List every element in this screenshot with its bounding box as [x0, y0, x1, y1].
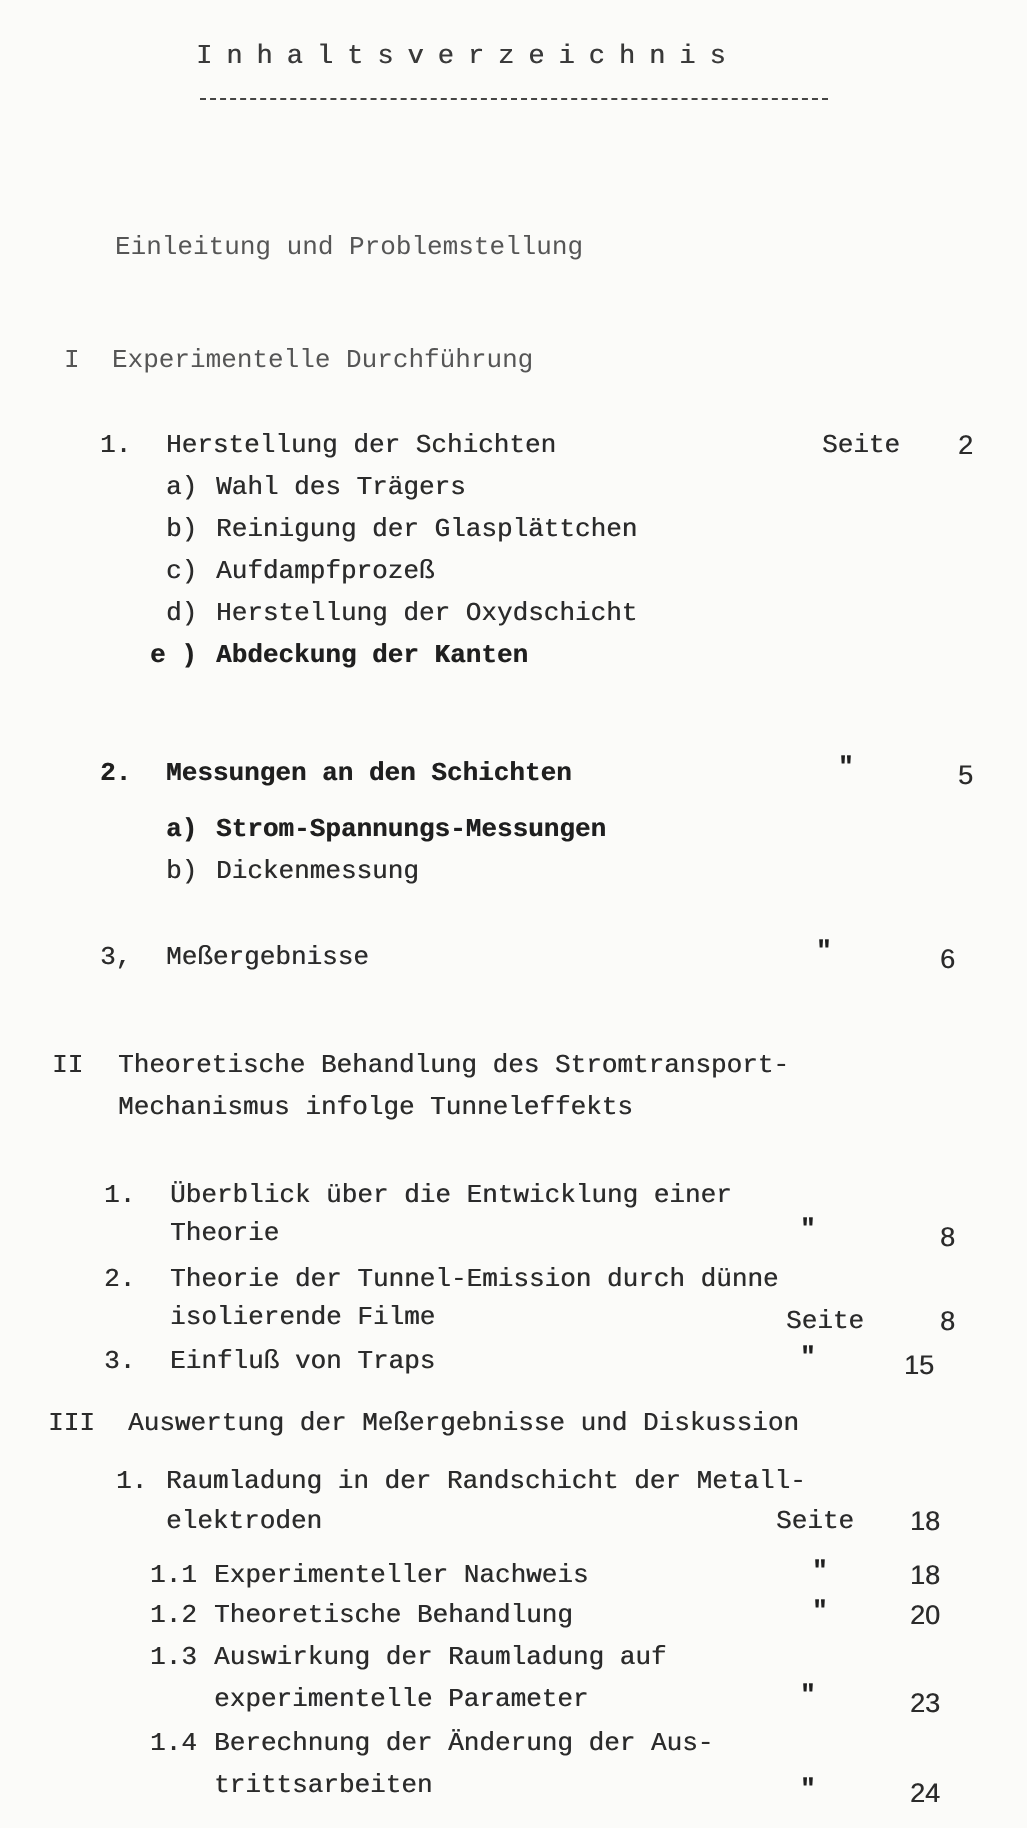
subitem-text-line-1: Auswirkung der Raumladung auf	[214, 1642, 667, 1672]
part-i-numeral: I	[64, 345, 80, 375]
subitem-text: Abdeckung der Kanten	[216, 640, 529, 670]
page-word: Seite	[776, 1506, 855, 1536]
page-word: "	[800, 1680, 816, 1710]
subitem-text: Dickenmessung	[216, 856, 419, 886]
chapter-title-line-1: Überblick über die Entwicklung einer	[170, 1180, 732, 1210]
subitem-text: Theoretische Behandlung	[214, 1600, 573, 1630]
chapter-title-line-1: Raumladung in der Randschicht der Metall-	[166, 1466, 806, 1496]
page-word: "	[816, 936, 832, 966]
subitem-text: Aufdampfprozeß	[216, 556, 435, 586]
subitem-text: Reinigung der Glasplättchen	[216, 514, 638, 544]
part-iii-heading: Auswertung der Meßergebnisse und Diskussion	[128, 1408, 799, 1438]
page-number: 20	[910, 1600, 941, 1630]
subitem-text: Strom-Spannungs-Messungen	[216, 814, 607, 844]
chapter-title-line-1: Theorie der Tunnel-Emission durch dünne	[170, 1264, 779, 1294]
subitem-label: 1.1	[150, 1560, 197, 1590]
page-word: "	[800, 1342, 816, 1372]
subitem-text: Experimenteller Nachweis	[214, 1560, 589, 1590]
intro-entry: Einleitung und Problemstellung	[115, 232, 584, 262]
subitem-label: a)	[166, 814, 198, 844]
page-word: "	[812, 1596, 828, 1626]
subitem-label: b)	[166, 514, 198, 544]
chapter-title: Messungen an den Schichten	[166, 758, 572, 788]
page-title: Inhaltsverzeichnis	[196, 42, 740, 72]
subitem-text-line-2: trittsarbeiten	[214, 1770, 433, 1800]
chapter-number: 1.	[116, 1466, 148, 1496]
page-number: 24	[910, 1778, 941, 1808]
page-word: "	[800, 1214, 816, 1244]
title-underline	[200, 98, 828, 100]
subitem-label: e )	[150, 640, 197, 670]
page-word: Seite	[786, 1306, 865, 1336]
page-word: Seite	[822, 430, 901, 460]
subitem-text-line-2: experimentelle Parameter	[214, 1684, 589, 1714]
subitem-label: 1.4	[150, 1728, 197, 1758]
chapter-title-line-2: isolierende Filme	[170, 1302, 436, 1332]
chapter-title-line-2: Theorie	[170, 1218, 280, 1248]
subitem-label: 1.3	[150, 1642, 197, 1672]
page-number: 2	[958, 430, 974, 460]
page-number: 5	[958, 760, 974, 790]
page-number: 8	[940, 1222, 956, 1252]
part-ii-numeral: II	[52, 1050, 84, 1080]
page-number: 18	[910, 1560, 941, 1590]
chapter-title: Meßergebnisse	[166, 942, 369, 972]
subitem-label: a)	[166, 472, 198, 502]
chapter-number: 1.	[104, 1180, 136, 1210]
subitem-label: b)	[166, 856, 198, 886]
part-ii-heading-line-2: Mechanismus infolge Tunneleffekts	[118, 1092, 633, 1122]
chapter-title: Herstellung der Schichten	[166, 430, 557, 460]
subitem-label: c)	[166, 556, 198, 586]
page-word: "	[838, 752, 854, 782]
subitem-text: Wahl des Trägers	[216, 472, 466, 502]
subitem-label: d)	[166, 598, 198, 628]
page-number: 8	[940, 1306, 956, 1336]
subitem-text: Herstellung der Oxydschicht	[216, 598, 638, 628]
subitem-text-line-1: Berechnung der Änderung der Aus-	[214, 1728, 714, 1758]
part-iii-numeral: III	[48, 1408, 95, 1438]
chapter-title: Einfluß von Traps	[170, 1346, 436, 1376]
chapter-number: 2.	[104, 1264, 136, 1294]
chapter-title-line-2: elektroden	[166, 1506, 323, 1536]
part-ii-heading-line-1: Theoretische Behandlung des Stromtransport-	[118, 1050, 789, 1080]
subitem-label: 1.2	[150, 1600, 197, 1630]
page-word: "	[812, 1556, 828, 1586]
page-number: 6	[940, 944, 956, 974]
chapter-number: 2.	[100, 758, 132, 788]
part-i-heading: Experimentelle Durchführung	[112, 345, 534, 375]
page-number: 18	[910, 1506, 941, 1536]
page-number: 23	[910, 1688, 941, 1718]
chapter-number: 1.	[100, 430, 132, 460]
chapter-number: 3,	[100, 942, 132, 972]
chapter-number: 3.	[104, 1346, 136, 1376]
page-word: "	[800, 1774, 816, 1804]
page-number: 15	[904, 1350, 935, 1380]
